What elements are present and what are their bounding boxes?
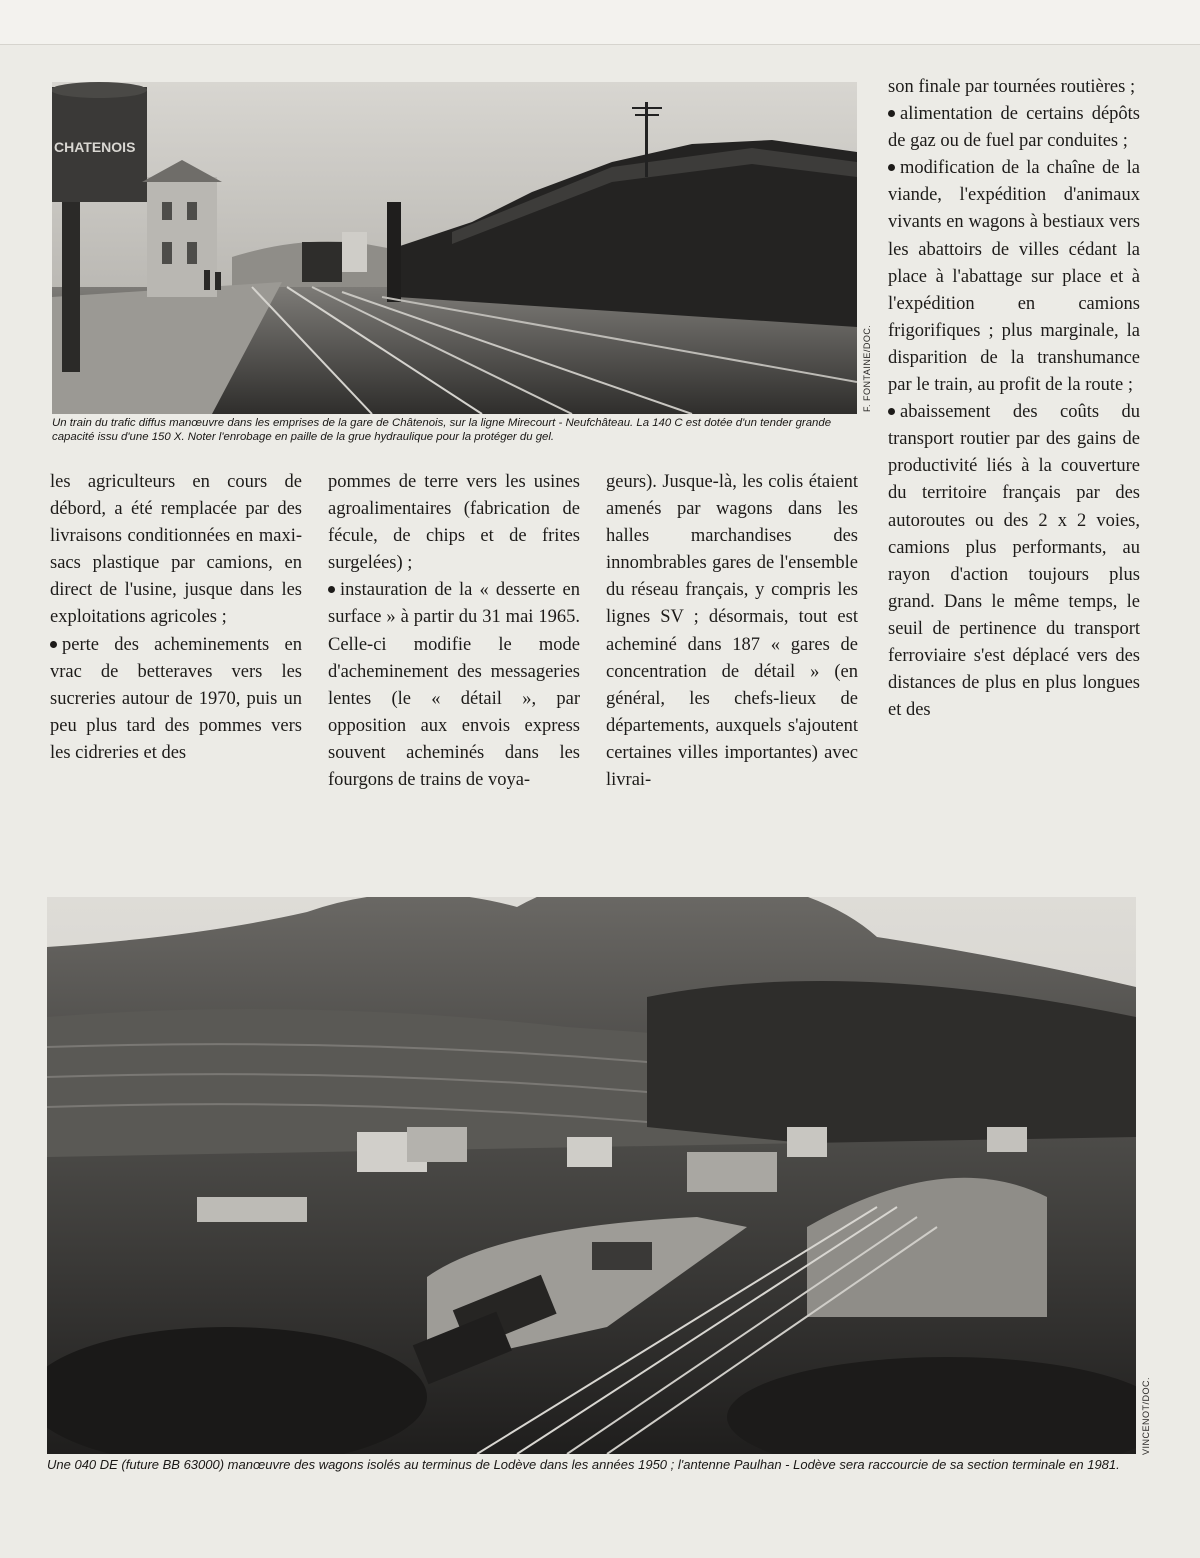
bullet-paragraph: perte des acheminements en vrac de betteraves vers les sucreries autour de 1970, puis un peu plus tard des pommes vers les cidreries et des xyxy=(50,634,302,763)
bullet-paragraph: alimentation de certains dépôts de gaz ou de fuel par conduites ; xyxy=(888,104,1140,152)
bullet-icon xyxy=(888,110,895,117)
paragraph: pommes de terre vers les usines agroalimentaires (fabrication de fécule, de chips et de frites surgelées) ; xyxy=(328,472,580,574)
paragraph: les agriculteurs en cours de débord, a été remplacée par des livraisons conditionnées en maxi-sacs plastique par camions, en direct de l'usine, jusque dans les exploitations agricoles ; xyxy=(50,472,302,628)
bullet-paragraph: modification de la chaîne de la viande, l'expédition d'animaux vivants en wagons à bestiaux vers les abattoirs de villes cédant la place à l'abattage sur place et à l'expédition en camions frigorifiques ; plus marginale, la disparition de la transhumance par le train, au profit de la route ; xyxy=(888,158,1140,396)
station-photo-illustration xyxy=(52,82,857,414)
bullet-icon xyxy=(328,586,335,593)
bullet-paragraph: instauration de la « desserte en surface » à partir du 31 mai 1965. Celle-ci modifie le mode d'acheminement des messageries lentes (le « détail », par opposition aux envois express souvent acheminés dans les fourgons de trains de voya- xyxy=(328,580,580,791)
bullet-paragraph: abaissement des coûts du transport routier par des gains de productivité liés à la couverture du territoire français par des autoroutes ou des 2 x 2 voies, camions plus performants, au rayon d'action toujours plus grand. Dans le même temps, le seuil de pertinence du transport ferroviaire s'est déplacé vers des distances de plus en plus longues et des xyxy=(888,402,1140,721)
text-column-2 xyxy=(328,469,580,794)
text-column-3 xyxy=(606,469,858,794)
lodeve-photo-illustration xyxy=(47,897,1136,1454)
text-column-1 xyxy=(50,469,302,767)
paragraph: geurs). Jusque-là, les colis étaient amenés par wagons dans les halles marchandises des innombrables gares de l'ensemble du réseau français, y compris les lignes SV ; désormais, tout est acheminé dans 187 « gares de concentration de détail » (en général, les chefs-lieux de départements, auxquels s'ajoutent certaines villes importantes) avec livrai- xyxy=(606,472,858,791)
bullet-icon xyxy=(888,408,895,415)
photo-credit: F. FONTAINE/DOC. xyxy=(862,324,872,412)
photo-caption: Un train du trafic diffus manœuvre dans les emprises de la gare de Châtenois, sur la ligne Mirecourt - Neufchâteau. La 140 C est dotée d'un tender grande capacité issu d'une 150 X. Noter l'enrobage en paille de la grue hydraulique pour la protéger du gel. xyxy=(52,417,832,443)
lodeve-photo xyxy=(47,897,1136,1454)
station-photo xyxy=(52,82,857,414)
bullet-icon xyxy=(50,641,57,648)
top-margin-band xyxy=(0,0,1200,45)
text-column-4 xyxy=(888,74,1140,724)
bullet-icon xyxy=(888,164,895,171)
paragraph: son finale par tournées routières ; xyxy=(888,77,1136,97)
station-sign: CHATENOIS xyxy=(54,139,136,155)
photo-caption: Une 040 DE (future BB 63000) manœuvre des wagons isolés au terminus de Lodève dans les années 1950 ; l'antenne Paulhan - Lodève sera raccourcie de sa section terminale en 1981. xyxy=(47,1457,1120,1472)
photo-credit: VINCENOT/DOC. xyxy=(1141,1376,1151,1455)
